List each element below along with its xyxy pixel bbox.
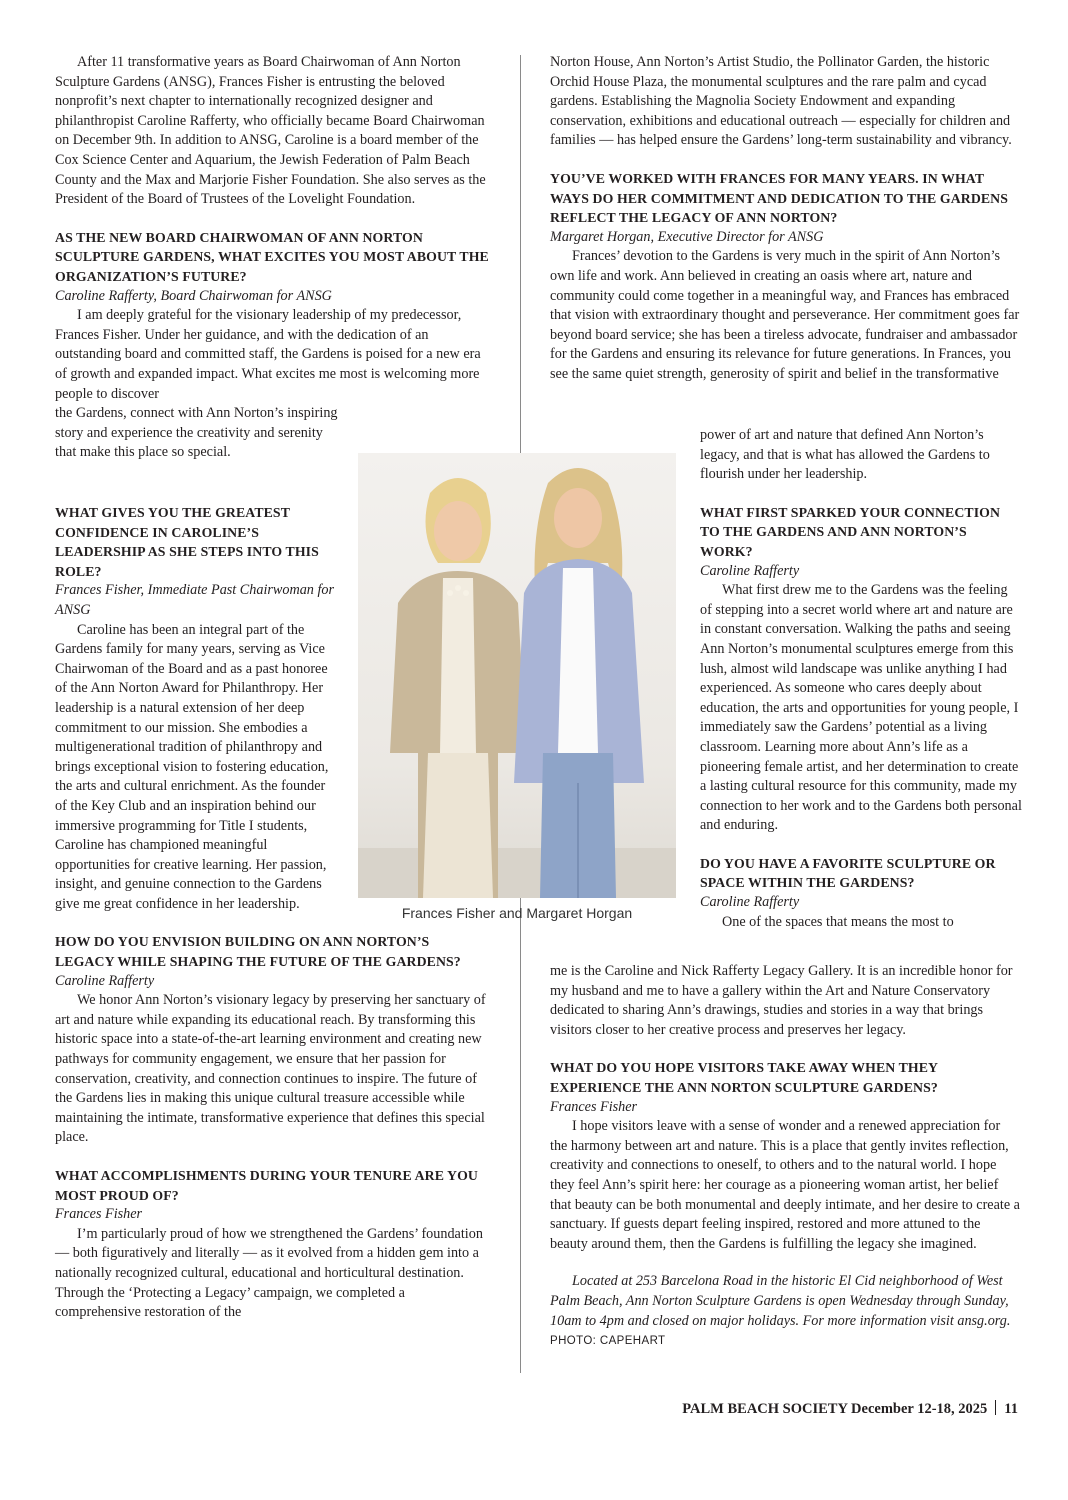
page-number: 11 bbox=[1004, 1401, 1018, 1417]
speaker-attribution: Frances Fisher, Immediate Past Chairwoman for ANSG bbox=[55, 582, 335, 618]
photo-credit: PHOTO: CAPEHART bbox=[550, 1335, 666, 1348]
answer-paragraph: Caroline has been an integral part of the Gardens family for many years, serving as Vice Chairwoman of the Board and as a past honoree of the Ann Norton Award for Philanthropy. Her leadership is a natural extension of her deep commitment to our mission. She embodies a multigenerational tradition of philanthropy and brings exceptional vision to fostering education, the arts and cultural enrichment. As the founder of the Key Club and an inspiration behind our immersive programming for Title I students, Caroline has championed meaningful opportunities for creative learning. Her passion, insight, and genuine connection to the Gardens give me great confidence in her leadership. bbox=[55, 621, 329, 912]
question-heading: YOU’VE WORKED WITH FRANCES FOR MANY YEARS. IN WHAT WAYS DO HER COMMITMENT AND DEDICATION TO THE GARDENS REFLECT THE LEGACY OF ANN NORTON? bbox=[550, 170, 1009, 226]
question-heading: HOW DO YOU ENVISION BUILDING ON ANN NORTON’S LEGACY WHILE SHAPING THE FUTURE OF THE GARDENS? bbox=[55, 934, 461, 970]
answer-paragraph: Frances’ devotion to the Gardens is very much in the spirit of Ann Norton’s own life and work. Ann believed in creating an oasis where art, nature and community could come together in a meaningful way, and Frances has embraced that vision with extraordinary thought and perseverance. Her commitment goes far beyond board service; she has been a tireless advocate, fundraiser and ambassador for the Gardens and ensuring its relevance for future generations. In Frances, you see the same quiet strength, generosity of spirit and belief in the transformative bbox=[550, 248, 1020, 382]
question-heading: AS THE NEW BOARD CHAIRWOMAN OF ANN NORTON SCULPTURE GARDENS, WHAT EXCITES YOU MOST ABOUT THE ORGANIZATION’S FUTURE? bbox=[55, 229, 489, 284]
speaker-attribution: Caroline Rafferty bbox=[700, 562, 800, 579]
question-heading: WHAT ACCOMPLISHMENTS DURING YOUR TENURE ARE YOU MOST PROUD OF? bbox=[55, 1168, 478, 1203]
answer-paragraph-continued: the Gardens, connect with Ann Norton’s inspiring story and experience the creativity and serenity that make this place so special. bbox=[55, 405, 338, 461]
answer-paragraph: One of the spaces that means the most to bbox=[722, 913, 954, 930]
answer-paragraph: What first drew me to the Gardens was the feeling of stepping into a secret world where art and nature are in constant conversation. Walking the paths and seeing Ann Norton’s monumental sculptures emerge from this lush, almost wild landscape was unlike anything I had experienced. As someone who cares deeply about education, the arts and opportunities for young people, I immediately saw the Gardens’ potential as a living classroom. Learning more about Ann’s life as a pioneering female artist, and her determination to create a lasting cultural resource for this community, made my connection to her work and to the Gardens both personal and enduring. bbox=[700, 582, 1022, 834]
page-footer bbox=[682, 1400, 1018, 1418]
speaker-attribution: Caroline Rafferty bbox=[55, 972, 155, 989]
left-wrap-column bbox=[55, 503, 486, 1323]
question-heading: DO YOU HAVE A FAVORITE SCULPTURE OR SPACE WITHIN THE GARDENS? bbox=[700, 855, 996, 891]
answer-paragraph: We honor Ann Norton’s visionary legacy by preserving her sanctuary of art and nature while expanding its educational reach. By transforming this historic space into a state-of-the-art learning environment and creating new pathways for community engagement, we ensure that her passion for conservation, creativity, and connection continues to inspire. The future of the Gardens lies in making this unique cultural treasure accessible while maintaining the intimate, transformative experience that defines this special place. bbox=[55, 992, 486, 1146]
publication-name: PALM BEACH SOCIETY bbox=[682, 1401, 848, 1417]
answer-paragraph: I am deeply grateful for the visionary leadership of my predecessor, Frances Fisher. Under her guidance, and with the dedication of an outstanding board and committed staff, the Gardens is poised for a new era of growth and expanded impact. What excites me most is welcoming more people to discover bbox=[55, 307, 481, 402]
question-heading: WHAT DO YOU HOPE VISITORS TAKE AWAY WHEN THEY EXPERIENCE THE ANN NORTON SCULPTURE GARDENS? bbox=[550, 1060, 938, 1095]
portrait-illustration bbox=[358, 453, 676, 898]
closing-text: Located at 253 Barcelona Road in the historic El Cid neighborhood of West Palm Beach, Ann Norton Sculpture Gardens is open Wednesday through Sunday, 10am to 4pm and closed on major holidays. For more information visit ansg.org. bbox=[550, 1273, 1011, 1329]
question-heading: WHAT GIVES YOU THE GREATEST CONFIDENCE IN CAROLINE’S LEADERSHIP AS SHE STEPS INTO THIS ROLE? bbox=[55, 505, 319, 579]
question-heading: WHAT FIRST SPARKED YOUR CONNECTION TO THE GARDENS AND ANN NORTON’S WORK? bbox=[700, 504, 1001, 559]
portrait-photo bbox=[358, 453, 676, 898]
answer-paragraph: I hope visitors leave with a sense of wonder and a renewed appreciation for the harmony between art and nature. This is a place that gently invites reflection, creativity and connections to oneself, to others and to the natural world. I hope they feel Ann’s spirit here: her courage as a pioneering woman artist, her belief that beauty can be both monumental and deeply intimate, and her desire to create a sanctuary. If guests depart feeling inspired, restored and more attuned to the beauty around them, then the Gardens is fulfilling the legacy she imagined. bbox=[550, 1118, 1020, 1252]
speaker-attribution: Frances Fisher bbox=[550, 1098, 638, 1115]
left-column bbox=[55, 53, 491, 463]
photo-caption: Frances Fisher and Margaret Horgan bbox=[401, 905, 633, 921]
answer-paragraph-continued: power of art and nature that defined Ann Norton’s legacy, and that is what has allowed the Gardens to flourish under her leadership. bbox=[700, 427, 990, 483]
answer-paragraph-continued: Norton House, Ann Norton’s Artist Studio, the Pollinator Garden, the historic Orchid House Plaza, the monumental sculptures and the rare palm and cycad gardens. Establishing the Magnolia Society Endowment and expanding conservation, exhibitions and educational outreach — especially for children and families — has helped ensure the Gardens’ long-term sustainability and vibrancy. bbox=[550, 54, 1012, 149]
closing-note bbox=[550, 1272, 1020, 1351]
right-column bbox=[550, 53, 1020, 385]
issue-date: December 12-18, 2025 bbox=[851, 1401, 988, 1417]
right-lower-column bbox=[550, 962, 1020, 1352]
footer-separator bbox=[995, 1400, 996, 1415]
speaker-attribution: Margaret Horgan, Executive Director for ANSG bbox=[550, 228, 824, 245]
answer-paragraph: I’m particularly proud of how we strengthened the Gardens’ foundation — both figuratively and literally — as it evolved from a hidden gem into a nationally recognized cultural, educational and horticultural destination. Through the ‘Protecting a Legacy’ campaign, we completed a comprehensive restoration of the bbox=[55, 1225, 483, 1321]
right-wrap-column bbox=[700, 426, 1022, 932]
speaker-attribution: Caroline Rafferty, Board Chairwoman for ANSG bbox=[55, 287, 332, 304]
speaker-attribution: Frances Fisher bbox=[55, 1206, 143, 1223]
answer-paragraph-continued: me is the Caroline and Nick Rafferty Legacy Gallery. It is an incredible honor for my husband and me to have a gallery within the Art and Nature Conservatory dedicated to sharing Ann’s drawings, studies and stories in a way that brings visitors closer to her creative process and preserves her legacy. bbox=[550, 963, 1013, 1038]
speaker-attribution: Caroline Rafferty bbox=[700, 894, 800, 911]
intro-paragraph: After 11 transformative years as Board Chairwoman of Ann Norton Sculpture Gardens (ANSG), Frances Fisher is entrusting the beloved nonprofit’s next chapter to internationally recognized designer and philanthropist Caroline Rafferty, who officially became Board Chairwoman on December 9th. In addition to ANSG, Caroline is a board member of the Cox Science Center and Aquarium, the Jewish Federation of Palm Beach County and the Max and Marjorie Fisher Foundation. She also serves as the President of the Board of Trustees of the Lovelight Foundation. bbox=[55, 54, 486, 208]
